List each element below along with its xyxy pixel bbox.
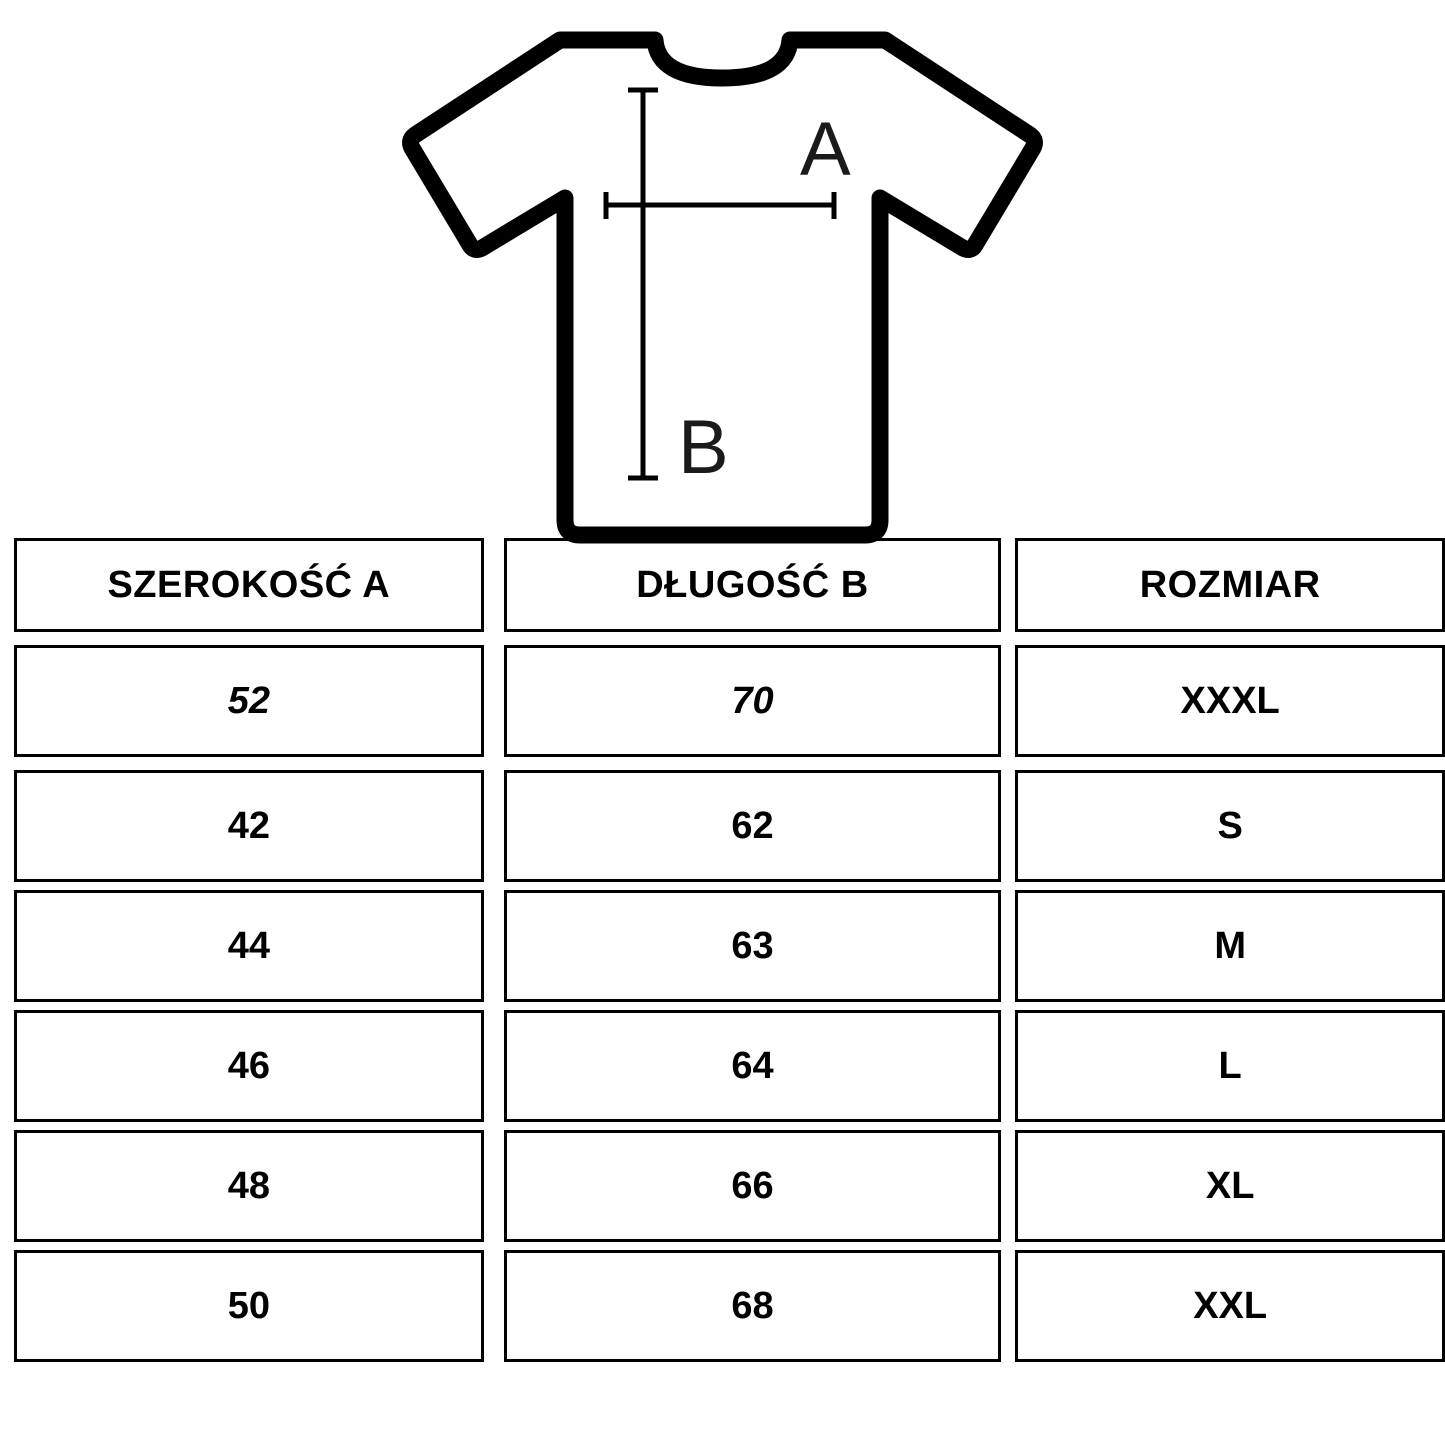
- table-row: [0, 1130, 1445, 1242]
- header-cell-size: [1015, 538, 1445, 632]
- cell-value-size: XXL: [1193, 1284, 1268, 1327]
- header-cell-width: [14, 538, 484, 632]
- table-row: [0, 770, 1445, 882]
- row-spacer: [0, 1122, 1445, 1130]
- row-spacer: [0, 882, 1445, 890]
- size-table: [0, 538, 1445, 1362]
- table-row: [0, 890, 1445, 1002]
- cell-width: [14, 890, 484, 1002]
- table-row: [0, 645, 1445, 757]
- cell-value-width: 42: [227, 804, 270, 847]
- row-spacer: [0, 1242, 1445, 1250]
- table-row: [0, 1010, 1445, 1122]
- cell-value-length: 64: [731, 1044, 774, 1087]
- header-label-length: DŁUGOŚĆ B: [636, 563, 869, 606]
- cell-value-length: 62: [731, 804, 774, 847]
- cell-value-width: 44: [227, 924, 270, 967]
- label-b: B: [678, 405, 729, 490]
- table-row: [0, 1250, 1445, 1362]
- cell-value-size: XL: [1205, 1164, 1255, 1207]
- cell-value-size: S: [1217, 804, 1243, 847]
- cell-value-length: 66: [731, 1164, 774, 1207]
- cell-width: [14, 1130, 484, 1242]
- measure-line-a: [606, 192, 834, 219]
- cell-value-size: M: [1214, 924, 1246, 967]
- cell-value-width: 48: [227, 1164, 270, 1207]
- cell-value-width: 50: [227, 1284, 270, 1327]
- label-a: A: [800, 107, 851, 192]
- cell-size: [1015, 1130, 1445, 1242]
- cell-length: [504, 770, 1002, 882]
- table-header-row: [0, 538, 1445, 632]
- measure-line-b: [628, 90, 658, 478]
- cell-length: [504, 1250, 1002, 1362]
- cell-length: [504, 890, 1002, 1002]
- cell-size: [1015, 890, 1445, 1002]
- cell-value-size: L: [1218, 1044, 1242, 1087]
- cell-width: [14, 770, 484, 882]
- cell-value-length: 70: [731, 679, 774, 722]
- cell-length: [504, 1010, 1002, 1122]
- cell-value-length: 68: [731, 1284, 774, 1327]
- tshirt-measurement-diagram: [0, 0, 1445, 545]
- cell-length: [504, 645, 1002, 757]
- cell-width: [14, 1010, 484, 1122]
- row-spacer: [0, 757, 1445, 770]
- row-spacer: [0, 632, 1445, 645]
- cell-value-size: XXXL: [1180, 679, 1280, 722]
- cell-value-length: 63: [731, 924, 774, 967]
- cell-size: [1015, 1250, 1445, 1362]
- header-label-size: ROZMIAR: [1139, 563, 1321, 606]
- cell-width: [14, 645, 484, 757]
- cell-length: [504, 1130, 1002, 1242]
- header-cell-length: [504, 538, 1002, 632]
- row-spacer: [0, 1002, 1445, 1010]
- cell-width: [14, 1250, 484, 1362]
- cell-value-width: 46: [227, 1044, 270, 1087]
- cell-size: [1015, 770, 1445, 882]
- cell-value-width: 52: [227, 679, 270, 722]
- header-label-width: SZEROKOŚĆ A: [107, 563, 391, 606]
- cell-size: [1015, 645, 1445, 757]
- cell-size: [1015, 1010, 1445, 1122]
